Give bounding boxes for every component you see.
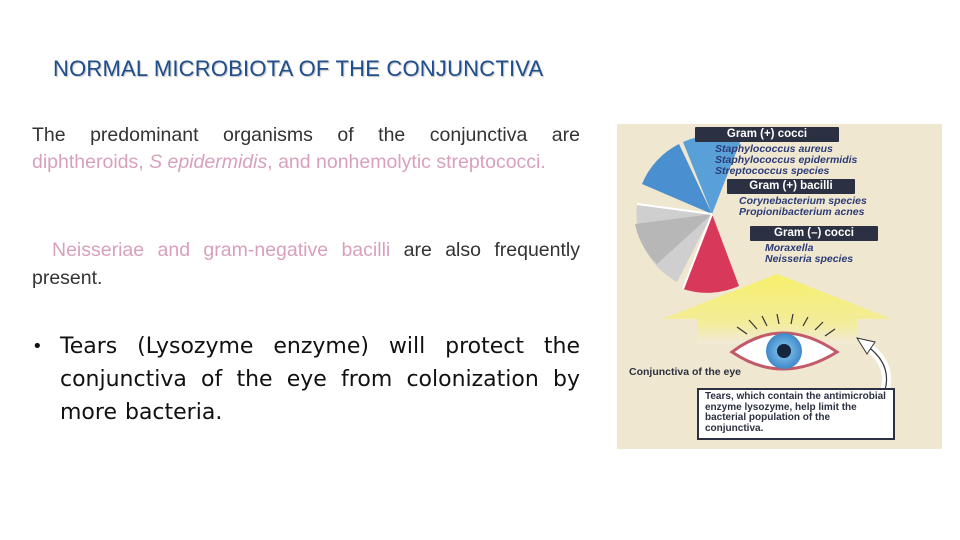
para2-pink: Neisseriae and gram-negative bacilli <box>52 239 391 261</box>
page-title: NORMAL MICROBIOTA OF THE CONJUNCTIVA <box>53 56 544 81</box>
label-gram-pos-cocci: Gram (+) cocci <box>695 127 839 142</box>
bullet-dot-icon: • <box>32 336 43 357</box>
bullet-tears <box>32 330 580 429</box>
list-gram-neg-cocci <box>765 243 853 265</box>
bullet-text: Tears (Lysozyme enzyme) will protect the conjunctiva of the eye from colonization by more bacteria. <box>60 334 580 425</box>
para1-italic: S epidermidis <box>149 151 268 173</box>
pupil <box>777 344 791 358</box>
label-gram-pos-bacilli: Gram (+) bacilli <box>727 179 855 194</box>
para1-pink <box>32 151 546 173</box>
item-propionibacterium: Propionibacterium acnes <box>739 206 865 218</box>
curved-arrow-icon <box>867 346 887 390</box>
para1-rest: , and nonhemolytic streptococci. <box>267 151 546 173</box>
item-moraxella: Moraxella <box>765 242 814 254</box>
label-gram-neg-cocci: Gram (–) cocci <box>750 226 878 241</box>
tears-caption-box: Tears, which contain the antimicrobial enzyme lysozyme, help limit the bacterial population of the conjunctiva. <box>697 388 895 440</box>
list-gram-pos-bacilli <box>739 196 867 218</box>
item-staph-aureus: Staphylococcus aureus <box>715 143 833 155</box>
item-strep-species: Streptococcus species <box>715 165 830 177</box>
para1-diphtheroids: diphtheroids, <box>32 151 144 173</box>
item-neisseria: Neisseria species <box>765 253 854 265</box>
item-staph-epidermidis: Staphylococcus epidermidis <box>715 154 858 166</box>
paragraph-neisseriae <box>32 236 580 292</box>
microbiota-figure <box>617 124 942 449</box>
list-gram-pos-cocci <box>715 144 857 177</box>
item-corynebacterium: Corynebacterium species <box>739 195 867 207</box>
label-conjunctiva: Conjunctiva of the eye <box>629 366 742 378</box>
para1-lead: The predominant organisms of the conjunctiva are <box>32 124 580 146</box>
para2-rest: are also frequently present. <box>32 239 580 289</box>
paragraph-predominant <box>32 122 580 176</box>
